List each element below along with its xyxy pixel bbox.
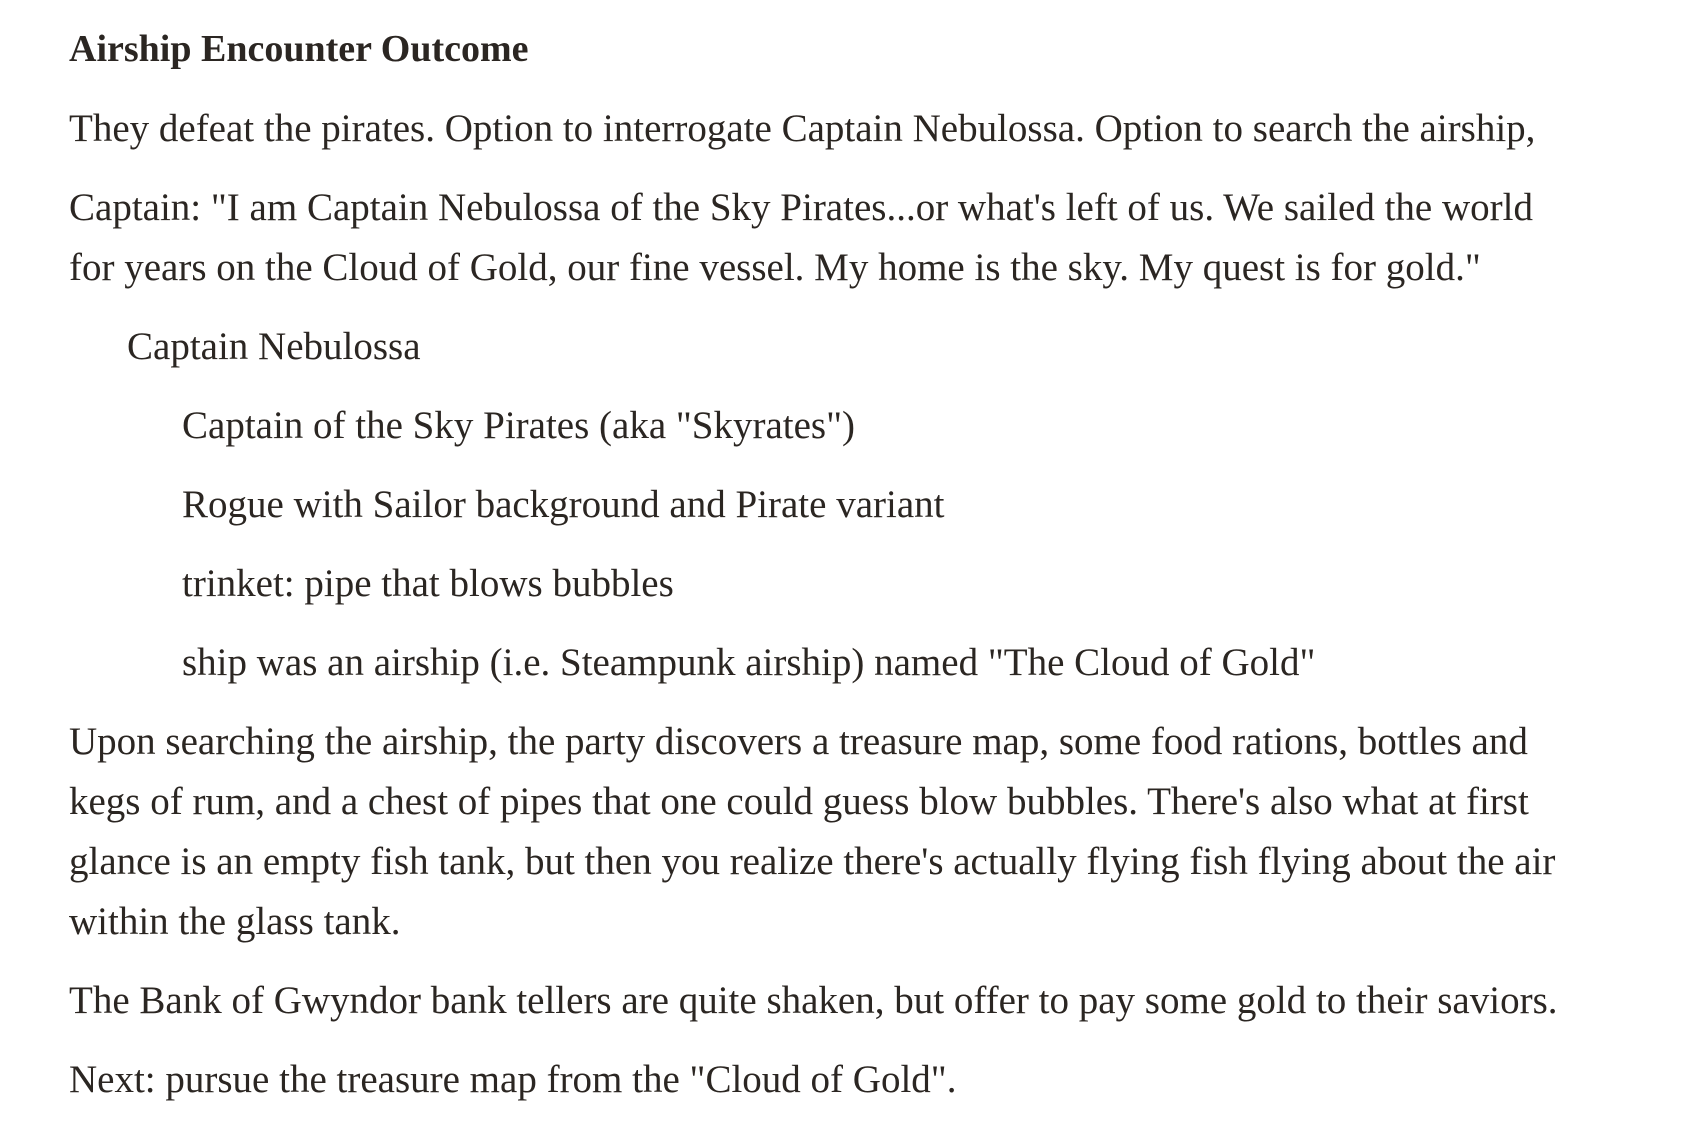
- captain-quote-line: for years on the Cloud of Gold, our fine vessel. My home is the sky. My quest is for gold.": [69, 246, 1481, 289]
- npc-detail-item: Rogue with Sailor background and Pirate variant: [182, 483, 945, 526]
- search-line: kegs of rum, and a chest of pipes that one could guess blow bubbles. There's also what at first: [69, 780, 1529, 823]
- bank-paragraph: The Bank of Gwyndor bank tellers are quite shaken, but offer to pay some gold to their saviors.: [69, 979, 1558, 1022]
- npc-detail-item: trinket: pipe that blows bubbles: [182, 562, 674, 605]
- npc-detail-item: ship was an airship (i.e. Steampunk airship) named "The Cloud of Gold": [182, 641, 1316, 684]
- next-paragraph: Next: pursue the treasure map from the "Cloud of Gold".: [69, 1058, 957, 1101]
- intro-paragraph: They defeat the pirates. Option to interrogate Captain Nebulossa. Option to search the airship,: [69, 107, 1536, 150]
- npc-name: Captain Nebulossa: [127, 325, 421, 368]
- page-title: Airship Encounter Outcome: [69, 28, 529, 70]
- search-line: Upon searching the airship, the party discovers a treasure map, some food rations, bottles and: [69, 720, 1528, 763]
- search-line: glance is an empty fish tank, but then you realize there's actually flying fish flying about the air: [69, 840, 1556, 883]
- captain-quote-line: Captain: "I am Captain Nebulossa of the Sky Pirates...or what's left of us. We sailed the world: [69, 186, 1533, 229]
- npc-detail-item: Captain of the Sky Pirates (aka "Skyrates"): [182, 404, 856, 447]
- search-line: within the glass tank.: [69, 900, 401, 943]
